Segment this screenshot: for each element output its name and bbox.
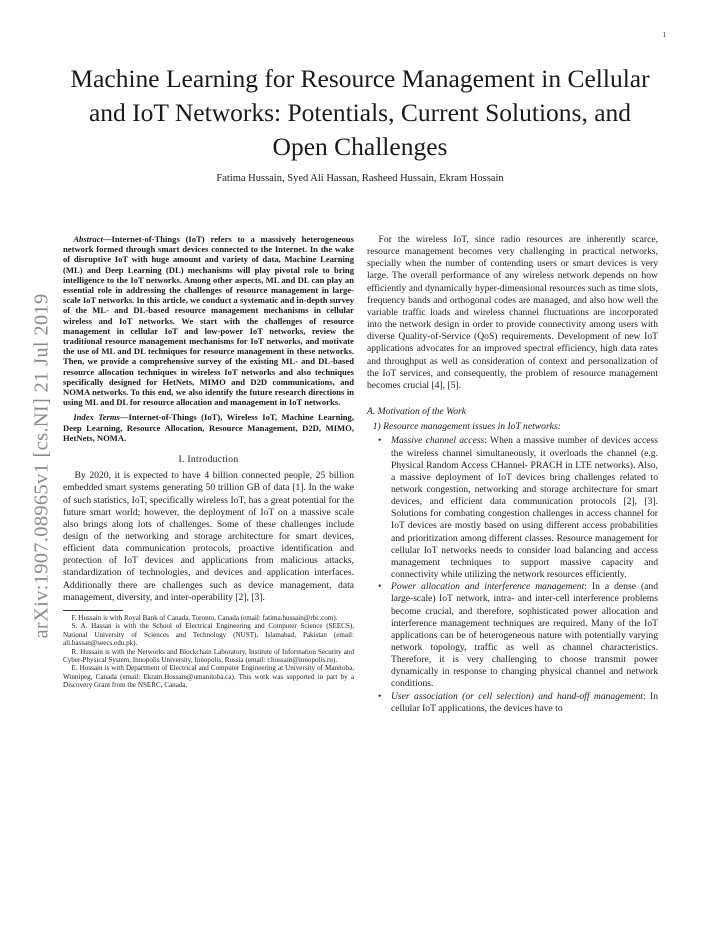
abstract-text: —Internet-of-Things (IoT) refers to a massively heterogeneous network formed through smart devices connected to the Internet. In the wake of disruptive IoT with huge amount and variety of data, Machine Learning (ML) and Deep Learning (DL) mechanisms will play pivotal role to bring intelligence to the IoT networks. Among other aspects, ML and DL can play an essential role in addressing the challenges of resource management in large-scale IoT networks. In this article, we conduct a systematic and in-depth survey of the ML- and DL-based resource management mechanisms in cellular wireless and IoT networks. We start with the challenges of resource management in cellular IoT and low-power IoT networks, review the traditional resource management mechanisms for IoT networks, and motivate the use of ML and DL techniques for resource management in these networks. Then, we provide a comprehensive survey of the existing ML- and DL-based resource allocation techniques in wireless IoT networks and also techniques specifically designed for HetNets, MIMO and D2D communications, and NOMA networks. To this end, we also identify the future research directions in using ML and DL for resource allocation and management in IoT networks. [63, 234, 354, 408]
issues-list [367, 435, 658, 715]
list-item-text: : In cellular IoT applications, the devices have to [391, 690, 658, 714]
right-column [367, 234, 658, 715]
index-terms-text: —Internet-of-Things (IoT), Wireless IoT, Machine Learning, Deep Learning, Resource Allocation, Resource Management, D2D, MIMO, HetNets, NOMA. [63, 412, 354, 443]
page-number: 1 [662, 31, 666, 39]
paper-title: Machine Learning for Resource Management in Cellular and IoT Networks: Potentials, Current Solutions, and Open Challenges [70, 64, 650, 161]
list-item-text: : When a massive number of devices access the wireless channel simultaneously, it overloads the channel (e.g. Physical Random Access CHannel- PRACH in LTE networks). Also, a massive deployment of IoT devices bring challenges related to network congestion, networking and storage architecture for smart devices, and efficient data communication protocols [2], [3]. Solutions for combating congestion challenges in access channel for IoT devices are mostly based on using different access probabilities and prioritization among different classes. Resource management for cellular IoT networks needs to consider load balancing and access management techniques to support massive capacity and connectivity while utilizing the network resources efficiently. [391, 435, 658, 581]
left-column [63, 234, 354, 690]
list-item [391, 435, 658, 581]
footnote: R. Hussain is with the Networks and Blockchain Laboratory, Institute of Information Security and Cyber-Physical System, Innopolis University, Innopolis, Russia (email: r.hussain@innopolis.ru). [63, 647, 354, 664]
abstract [63, 234, 354, 407]
abstract-label: Abstract [73, 234, 103, 244]
intro-continuation-paragraph: For the wireless IoT, since radio resources are inherently scarce, resource management becomes very challenging in practical networks, specially when the number of contending users or smart devices is very large. The overall performance of any wireless network depends on how efficiently and dynamically hyper-dimensional resources such as time slots, frequency bands and orthogonal codes are managed, and also how well the variable traffic loads and wireless channel fluctuations are incorporated into the network design in order to provide connectivity among users with diverse Quality-of-Service (QoS) requirements. Development of new IoT applications advocates for an improved spectral efficiency, high data rates and throughput as well as consideration of context and personalization of the IoT services, and consequently, the problem of resource management becomes crucial [4], [5]. [367, 234, 658, 391]
footnote: S. A. Hassan is with the School of Electrical Engineering and Computer Science (SEECS), National University of Sciences and Technology (NUST), Islamabad, Pakistan (email: ali.hassan@seecs.edu.pk). [63, 622, 354, 648]
index-terms-label: Index Terms [73, 412, 120, 423]
list-item [391, 691, 658, 715]
index-terms [63, 412, 354, 443]
list-item-term: Massive channel access [391, 435, 485, 447]
arxiv-stamp: arXiv:1907.08965v1 [cs.NI] 21 Jul 2019 [30, 293, 53, 639]
introduction-paragraph: By 2020, it is expected to have 4 billion connected people, 25 billion embedded smart systems generating 50 trillion GB of data [1]. In the wake of such statistics, IoT, specifically wireless IoT, has a great potential for the future smart world; however, the deployment of IoT on a massive scale also brings along lots of challenges. Some of these challenges include design of the networking and storage architecture for smart devices, efficient data communication protocols, proactive identification and protection of IoT devices and applications from malicious attacks, standardization of technologies, and devices and application interfaces. Additionally there are challenges such as device management, data management, diversity, and inter-operability [2], [3]. [63, 470, 354, 603]
footnote: E. Hossain is with Department of Electrical and Computer Engineering at University of Manitoba, Winnipeg, Canada (email: Ekram.Hossain@umanitoba.ca). This work was supported in part by a Discovery Grant from the NSERC, Canada. [63, 664, 354, 690]
footnote-rule [63, 610, 123, 611]
list-item-term: User association (or cell selection) and hand-off management [391, 690, 643, 702]
footnote: F. Hussain is with Royal Bank of Canada, Toronto, Canada (email: fatima.hussain@rbc.com). [71, 613, 338, 622]
author-list: Fatima Hussain, Syed Ali Hassan, Rasheed Hussain, Ekram Hossain [216, 173, 504, 184]
list-item [391, 581, 658, 690]
list-item-text: : In a dense (and large-scale) IoT network, intra- and inter-cell interference problems become crucial, and therefore, sophisticated power allocation and interference management techniques are required. Many of the IoT applications can be of heterogeneous nature with potentially varying network topology, traffic as well as channel characteristics. Therefore, it is very challenging to choose transmit power dynamically in response to changing physical channel and network conditions. [391, 581, 659, 690]
list-item-term: Power allocation and interference management [391, 581, 585, 593]
section-heading-introduction: I. Introduction [178, 454, 239, 466]
subsection-heading-motivation: A. Motivation of the Work [367, 406, 467, 418]
subsubsection-heading: 1) Resource management issues in IoT networks: [372, 421, 561, 433]
